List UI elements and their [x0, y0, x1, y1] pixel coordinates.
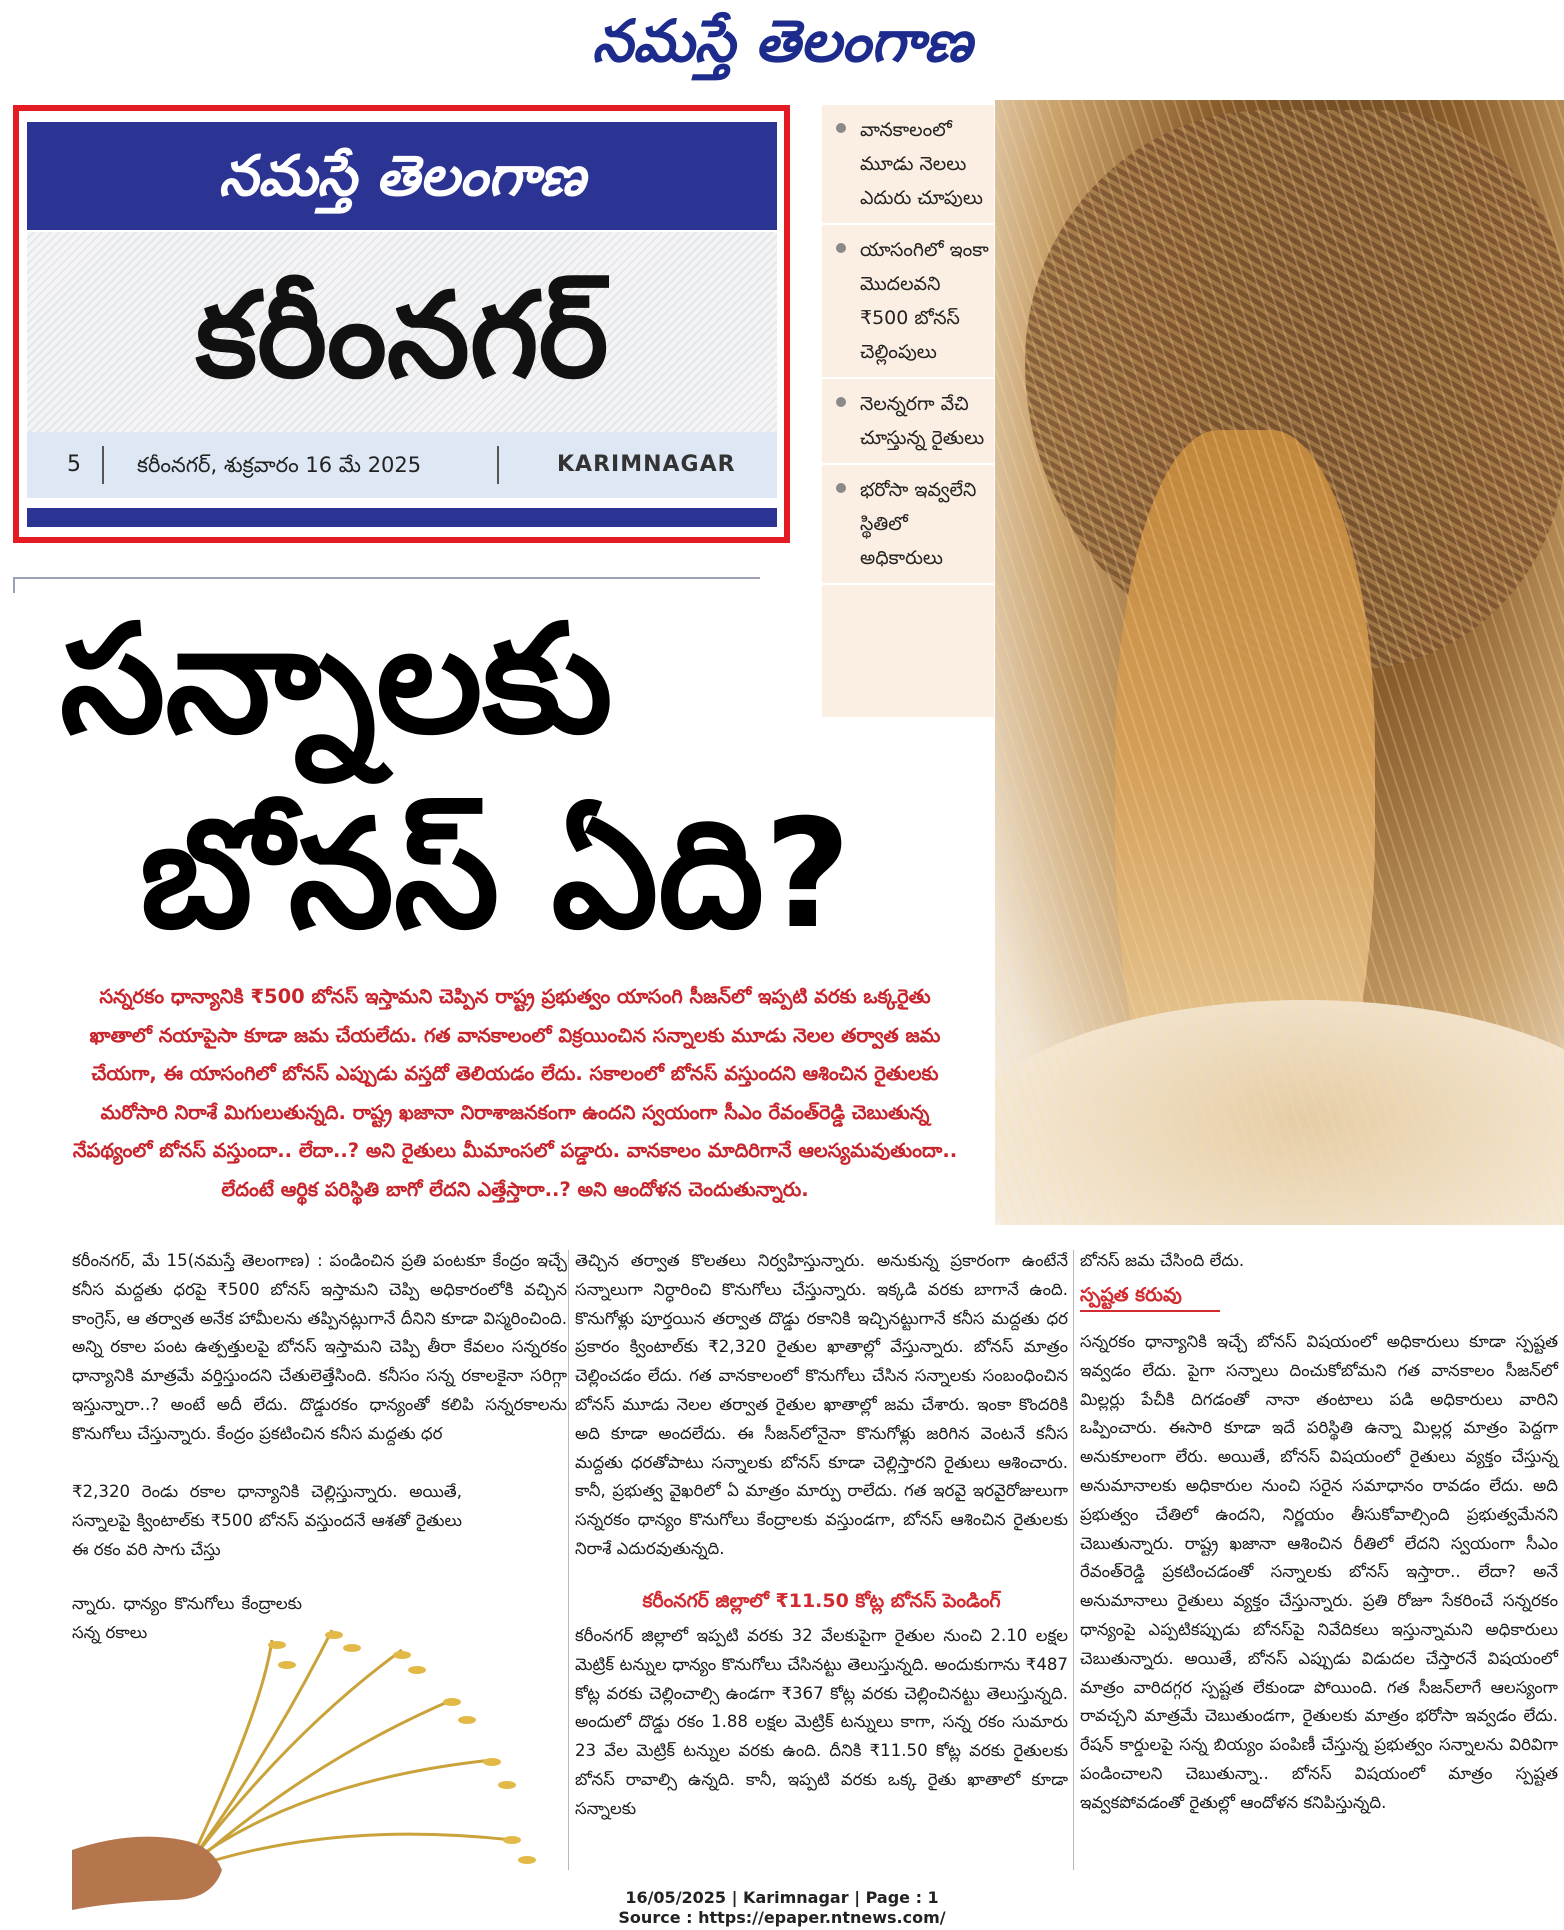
publication-logo: నమస్తే తెలంగాణ — [592, 7, 972, 75]
grain-texture — [995, 100, 1564, 1225]
subheading-clarity: స్పష్టత కరువు — [1080, 1284, 1182, 1306]
body-column-1-cont: ₹2,320 రెండు రకాల ధాన్యానికి చెల్లిస్తున్నారు. అయితే, సన్నాలపై క్వింటాల్‌కు ₹500 బోనస్ వస్తుందనే ఆశతో రైతులు ఈ రకం వరి సాగు చేస్తు — [72, 1482, 462, 1559]
masthead-info-strip — [27, 432, 777, 498]
column-divider — [568, 1250, 569, 1870]
subheading-underline — [1080, 1310, 1220, 1312]
body-column-1: కరీంనగర్, మే 15(నమస్తే తెలంగాణ) : పండించిన ప్రతి పంటకూ కేంద్రం ఇచ్చే కనీస మద్దతు ధరపై ₹500 బోనస్ ఇస్తామని చెప్పి అధికారంలోకి వచ్చిన కాంగ్రెస్, ఆ తర్వాత అనేక హామీలను తప్పినట్లుగానే దీనిని కూడా విస్మరించింది. అన్ని రకాల పంట ఉత్పత్తులపై బోనస్ ఇస్తామని చెప్పి తీరా కేవలం సన్నరకం ధాన్యానికి మాత్రమే వర్తిస్తుందని చేతులెత్తేసింది. కనీసం సన్న రకాలకైనా సరిగ్గా ఇస్తున్నారా..? అంటే అదీ లేదు. దొడ్డురకం ధాన్యంతో కలిపి సన్నరకాలను కొనుగోలు చేస్తున్నారు. కేంద్రం ప్రకటించిన కనీస మద్దతు ధర — [72, 1251, 567, 1443]
body-column-2: తెచ్చిన తర్వాత కొలతలు నిర్వహిస్తున్నారు. అనుకున్న ప్రకారంగా ఉంటేనే సన్నాలుగా నిర్ధారించి కొనుగోలు చేస్తున్నారు. ఇక్కడి వరకు బాగానే ఉంది. కొనుగోళ్లు పూర్తయిన తర్వాత దొడ్డు రకానికి ఇచ్చినట్టుగానే కనీస మద్దతు ధర ప్రకారం క్వింటాల్‌కు ₹2,320 రైతుల ఖాతాల్లో వేస్తున్నారు. బోనస్ మాత్రం చెల్లించడం లేదు. గత వానకాలంలో కొనుగోలు చేసిన సన్నాలకు సంబంధించిన బోనస్ మూడు నెలల తర్వాత రైతుల ఖాతాల్లో జమ చేశారు. ఇంకా కొందరికి అది కూడా అందలేదు. ఈ సీజన్‌లోనైనా కొనుగోళ్లు జరిగిన వెంటనే కనీస మద్దతు ధరతోపాటు సన్నాలకు బోనస్ కూడా చెల్లిస్తారని రైతులు ఆశించారు. కానీ, ప్రభుత్వ వైఖరిలో ఏ మాత్రం మార్పు రాలేదు. గత ఇరవై ఇరవైరోజులుగా సన్నరకం ధాన్యం కొనుగోలు కేంద్రాలకు వస్తుండగా, బోనస్ ఆశించిన రైతులకు నిరాశే ఎదురవుతున్నది. — [575, 1251, 1068, 1558]
headline-line-2: బోనస్ ఏది? — [140, 788, 852, 962]
headline-line-1: సన్నాలకు — [60, 593, 613, 767]
bullet-icon — [836, 397, 846, 407]
highlight-item — [822, 465, 994, 585]
bullet-icon — [836, 243, 846, 253]
highlight-text: యాసంగిలో ఇంకా మొదలవని ₹500 బోనస్ చెల్లింపులు — [860, 239, 989, 363]
paddy-bundle-illustration — [72, 1610, 572, 1920]
masthead-bottom-band — [27, 508, 777, 527]
footer-source-line: Source : https://epaper.ntnews.com/ — [618, 1908, 946, 1927]
paddy-stalks — [187, 1630, 512, 1868]
body-column-2-cont: కరీంనగర్ జిల్లాలో ఇప్పటి వరకు 32 వేలకుపైగా రైతుల నుంచి 2.10 లక్షల మెట్రిక్ టన్నుల ధాన్యం కొనుగోలు చేసినట్టు తెలుస్తున్నది. అందుకుగాను ₹487 కోట్ల వరకు చెల్లించాల్సి ఉండగా ₹367 కోట్ల వరకు చెల్లించినట్టు తెలుస్తున్నది. అందులో దొడ్డు రకం 1.88 లక్షల మెట్రిక్ టన్నులు కాగా, సన్న రకం సుమారు 23 వేల మెట్రిక్ టన్నుల వరకు ఉంది. దీనికి ₹11.50 కోట్ల వరకు రైతులకు బోనస్ రావాల్సి ఉన్నది. కానీ, ఇప్పటి వరకు ఒక్క రైతు ఖాతాలో కూడా సన్నాలకు — [575, 1626, 1068, 1818]
column-divider — [1073, 1250, 1074, 1870]
body-column-3: బోనస్ జమ చేసింది లేదు. — [1080, 1251, 1245, 1270]
edition-title: కరీంనగర్ — [195, 266, 609, 404]
highlight-text: నెలన్నరగా వేచి చూస్తున్న రైతులు — [860, 393, 985, 449]
body-column-3-cont: సన్నరకం ధాన్యానికి ఇచ్చే బోనస్ విషయంలో అధికారులు కూడా స్పష్టత ఇవ్వడం లేదు. పైగా సన్నాలు దించుకోబోమని గత వానకాలం సీజన్‌లో మిల్లర్లు పేచీకి దిగడంతో నానా తంటాలు పడి అధికారులు వారిని ఒప్పించారు. ఈసారి కూడా ఇదే పరిస్థితి ఉన్నా మిల్లర్ల మాత్రం పెద్దగా అనుకూలంగా లేరు. అయితే, బోనస్ విషయంలో రైతులు వ్యక్తం చేస్తున్న అనుమానాలకు అధికారుల నుంచి సరైన సమాధానం రావడం లేదు. అది ప్రభుత్వం చేతిలో ఉందని, నిర్ణయం తీసుకోవాల్సింది ప్రభుత్వమేనని చెబుతున్నారు. రాష్ట్ర ఖజానా ఆశించిన రీతిలో లేదని స్వయంగా సీఎం రేవంత్‌రెడ్డి ప్రకటించడంతో సన్నాలకు బోనస్ ఇస్తారా.. లేదా? అనే అనుమానాలు రైతులు వ్యక్తం చేస్తున్నారు. ప్రతి రోజూ సేకరించే సన్నరకం ధాన్యంపై ఎప్పటికప్పుడు బోనస్‌పై నివేదికలు ఇస్తున్నామని అధికారులు చెబుతున్నారు. అయితే, బోనస్ ఎప్పుడు విడుదల చేస్తారనే విషయంలో మాత్రం వారిదగ్గర స్పష్టత లేకుండా పోయింది. గత సీజన్‌లాగే ఆలస్యంగా రావచ్చని మాత్రమే చెబుతుండగా, రైతులకు మాత్రం భరోసా ఇవ్వడం లేదు. రేషన్ కార్డులపై సన్న బియ్యం పంపిణీ చేస్తున్న ప్రభుత్వం సన్నాలను విరివిగా పండించాలని చెబుతున్నా.. బోనస్ విషయంలో మాత్రం స్పష్టత ఇవ్వకపోవడంతో రైతుల్లో ఆందోళన కనిపిస్తున్నది. — [1080, 1332, 1558, 1812]
divider — [497, 446, 499, 484]
masthead-logo-band — [27, 122, 777, 230]
lead-paragraph: సన్నరకం ధాన్యానికి ₹500 బోనస్ ఇస్తామని చెప్పిన రాష్ట్ర ప్రభుత్వం యాసంగి సీజన్‌లో ఇప్పటి వరకు ఒక్కరైతు ఖాతాలో నయాపైసా కూడా జమ చేయలేదు. గత వానకాలంలో విక్రయించిన సన్నాలకు మూడు నెలల తర్వాత జమ చేయగా, ఈ యాసంగిలో బోనస్ ఎప్పుడు వస్తదో తెలియడం లేదు. సకాలంలో బోనస్ వస్తుందని ఆశించిన రైతులకు మరోసారి నిరాశే మిగులుతున్నది. రాష్ట్ర ఖజానా నిరాశాజనకంగా ఉందని స్వయంగా సీఎం రేవంత్‌రెడ్డి చెబుతున్న నేపథ్యంలో బోనస్ వస్తుందా.. లేదా..? అని రైతులు మీమాంసలో పడ్డారు. వానకాలం మాదిరిగానే ఆలస్యమవుతుందా.. లేదంటే ఆర్థిక పరిస్థితి బాగో లేదని ఎత్తేస్తారా..? అని ఆందోళన చెందుతున్నారు. — [72, 985, 958, 1201]
body-column-1-end: న్నారు. ధాన్యం కొనుగోలు కేంద్రాలకు సన్న రకాలు — [72, 1594, 302, 1642]
highlight-item — [822, 379, 994, 465]
highlight-text: భరోసా ఇవ్వలేని స్థితిలో అధికారులు — [860, 479, 977, 569]
highlight-item — [822, 105, 994, 225]
divider — [102, 446, 104, 484]
subheading-bonus-pending: కరీంనగర్ జిల్లాలో ₹11.50 కోట్ల బోనస్ పెండింగ్ — [642, 1590, 1001, 1612]
bullet-icon — [836, 123, 846, 133]
masthead-logo: నమస్తే తెలంగాణ — [218, 143, 586, 209]
paddy-grains — [268, 1631, 536, 1864]
edition-name: KARIMNAGAR — [557, 452, 736, 477]
highlight-text: వానకాలంలో మూడు నెలలు ఎదురు చూపులు — [860, 119, 983, 209]
grain-sack-photo — [995, 100, 1564, 1225]
page-number: 5 — [67, 452, 81, 477]
page-footer — [0, 1888, 1564, 1928]
footer-date-line: 16/05/2025 | Karimnagar | Page : 1 — [625, 1888, 939, 1907]
bullet-icon — [836, 483, 846, 493]
highlight-item — [822, 225, 994, 379]
dateline: కరీంనగర్, శుక్రవారం 16 మే 2025 — [137, 453, 422, 477]
